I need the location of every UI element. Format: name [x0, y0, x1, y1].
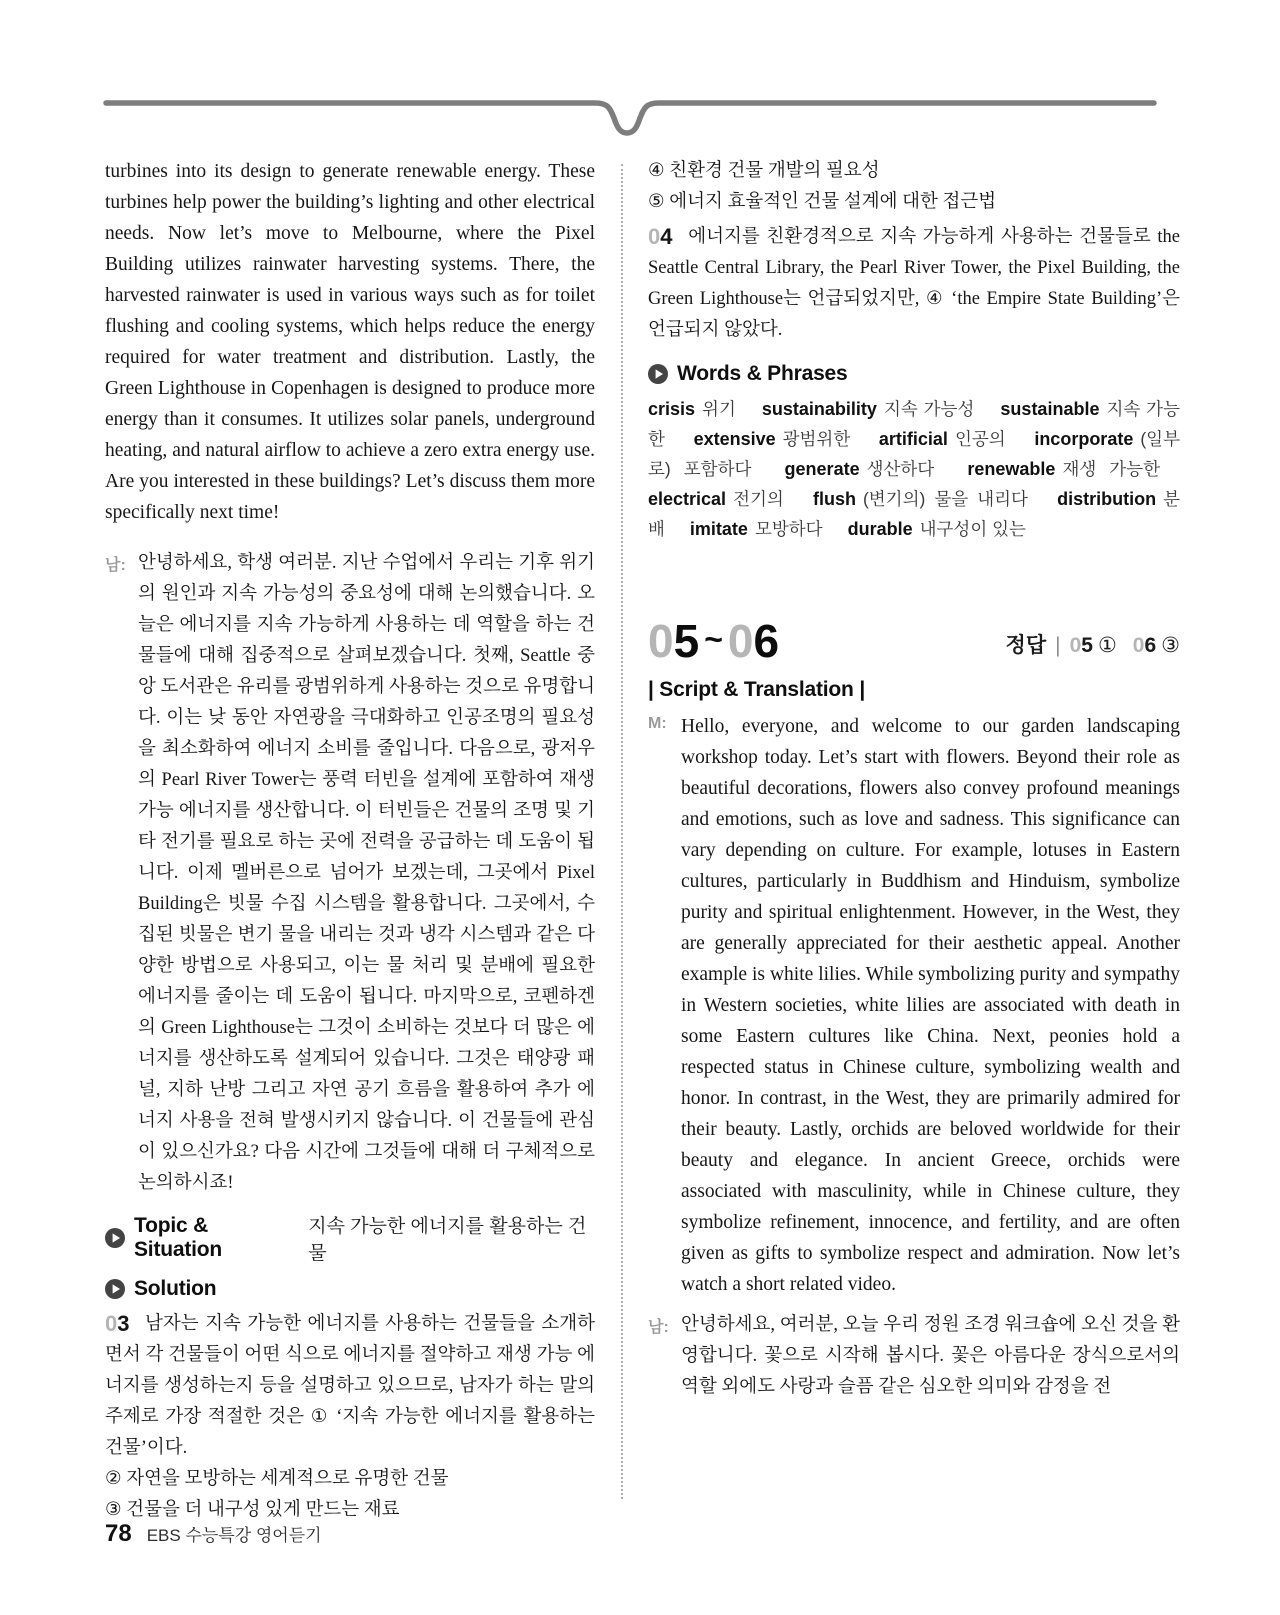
- vocab-word: imitate: [689, 519, 748, 539]
- play-icon: [648, 364, 668, 384]
- words-phrases-label: Words & Phrases: [677, 362, 848, 385]
- speaker-label-male: 남:: [105, 557, 126, 574]
- answer-key: 정답 | 05 ① 06 ③: [1005, 634, 1180, 657]
- solution-item-04: [648, 222, 1180, 346]
- vocabulary-list: [648, 394, 1180, 544]
- solution-item-03: [105, 1309, 595, 1464]
- page-footer: [105, 1520, 322, 1548]
- vocab-meaning: 지속 가능한: [648, 399, 1180, 449]
- vocab-word: durable: [847, 519, 913, 539]
- left-column: [105, 156, 595, 1526]
- korean-translation-block: [105, 548, 595, 1199]
- topic-situation-section: [105, 1211, 595, 1265]
- vocab-meaning: (일부로) 포함하다: [648, 429, 1180, 479]
- answer-mark-05: ①: [1097, 634, 1117, 657]
- solution-04-text: 에너지를 친환경적으로 지속 가능하게 사용하는 건물들로 the Seattle Central Library, the Pearl River Tower, the Pixel Building, the Green Lighthouse는 언급되었지만, ④ ‘the Empire State Building’은 언급되지 않았다.: [648, 227, 1180, 340]
- korean-translation-block-2: [648, 1310, 1180, 1403]
- vocab-word: artificial: [878, 429, 948, 449]
- english-script-text: Hello, everyone, and welcome to our garden landscaping workshop today. Let’s start with flowers. Beyond their role as beautiful decorations, flowers also convey profound meanings and emotions, such as love and sadness. This significance can vary depending on culture. For example, lotuses in Eastern cultures, particularly in Buddhism and Hinduism, symbolize purity and spiritual enlightenment. However, in the West, they are generally appreciated for their aesthetic appeal. Another example is white lilies. While symbolizing purity and sympathy in Western societies, white lilies are associated with death in some Eastern cultures like China. Next, peonies hold a respected status in Chinese culture, symbolizing wealth and honor. In contrast, in the West, they are primarily admired for their beauty. Lastly, orchids are beloved worldwide for their beauty and elegance. In ancient Greece, orchids were associated with masculinity, while in Chinese culture, they symbolize refinement, innocence, and fertility, and are often given as gifts to symbolize respect and admiration. Now let’s watch a short related video.: [681, 716, 1180, 1295]
- vocab-word: sustainability: [761, 399, 877, 419]
- korean-translation-text: 안녕하세요, 학생 여러분. 지난 수업에서 우리는 기후 위기의 원인과 지속 가능성의 중요성에 대해 논의했습니다. 오늘은 에너지를 지속 가능하게 사용하는 데 역할을 하는 건물들에 대해 집중적으로 살펴보겠습니다. 첫째, Seattle 중앙 도서관은 유리를 광범위하게 사용하는 것으로 유명합니다. 이는 낮 동안 자연광을 극대화하고 인공조명의 필요성을 최소화하여 에너지 소비를 줄입니다. 다음으로, 광저우의 Pearl River Tower는 풍력 터빈을 설계에 포함하여 재생 가능 에너지를 생산합니다. 이 터빈들은 건물의 조명 및 기타 전기를 필요로 하는 곳에 전력을 공급하는 데 도움이 됩니다. 이제 멜버른으로 넘어가 보겠는데, 그곳에서 Pixel Building은 빗물 수집 시스템을 활용합니다. 그곳에서, 수집된 빗물은 변기 물을 내리는 것과 냉각 시스템과 같은 다양한 방법으로 사용되고, 이는 물 처리 및 분배에 필요한 에너지를 줄이는 데 도움이 됩니다. 마지막으로, 코펜하겐의 Green Lighthouse는 그것이 소비하는 것보다 더 많은 에너지를 생산하도록 설계되어 있습니다. 그것은 태양광 패널, 지하 난방 그리고 자연 공기 흐름을 활용하여 추가 에너지 사용을 전혀 발생시키지 않습니다. 이 건물들에 관심이 있으신가요? 다음 시간에 그것들에 대해 더 구체적으로 논의하시죠!: [138, 553, 595, 1193]
- answer-key-separator: |: [1055, 634, 1061, 657]
- speaker-label-male-2: 남:: [648, 1319, 669, 1336]
- question-range-05-06: 05 ~ 06: [648, 615, 780, 667]
- vocab-word: distribution: [1057, 489, 1157, 509]
- vocab-word: incorporate: [1034, 429, 1134, 449]
- right-column: [648, 156, 1180, 1413]
- tilde: ~: [704, 621, 723, 657]
- page-number: 78: [105, 1520, 132, 1547]
- book-title: EBS 수능특강 영어듣기: [146, 1526, 322, 1545]
- vocab-meaning: 내구성이 있는: [919, 519, 1026, 539]
- vocab-word: crisis: [648, 399, 696, 419]
- vocab-word: flush: [812, 489, 856, 509]
- answer-option-4: ④ 친환경 건물 개발의 필요성: [648, 161, 880, 181]
- script-translation-label: | Script & Translation |: [648, 678, 865, 701]
- topic-situation-text: 지속 가능한 에너지를 활용하는 건물: [308, 1216, 587, 1264]
- solution-03-text: 남자는 지속 가능한 에너지를 사용하는 건물들을 소개하면서 각 건물들이 어떤 식으로 에너지를 절약하고 재생 가능 에너지를 생성하는지 등을 설명하고 있으므로, 남자가 하는 말의 주제로 가장 적절한 것은 ① ‘지속 가능한 에너지를 활용하는 건물’이다.: [105, 1314, 595, 1458]
- answer-option-2: ② 자연을 모방하는 세계적으로 유명한 건물: [105, 1469, 449, 1489]
- vocab-meaning: 지속 가능성: [883, 399, 975, 419]
- play-icon: [105, 1279, 125, 1299]
- korean-translation-text-2: 안녕하세요, 여러분, 오늘 우리 정원 조경 워크숍에 오신 것을 환영합니다. 꽃으로 시작해 봅시다. 꽃은 아름다운 장식으로서의 역할 외에도 사랑과 슬픔 같은 심오한 의미와 감정을 전: [681, 1315, 1180, 1397]
- answer-option-3: ③ 건물을 더 내구성 있게 만드는 재료: [105, 1500, 400, 1520]
- vocab-word: extensive: [693, 429, 776, 449]
- vocab-meaning: 재생 가능한: [1062, 459, 1160, 479]
- english-script-block: [648, 711, 1180, 1300]
- vocab-meaning: 모방하다: [754, 519, 823, 539]
- solution-label: Solution: [134, 1277, 217, 1300]
- vocab-meaning: 광범위한: [782, 429, 851, 449]
- answer-option-5: ⑤ 에너지 효율적인 건물 설계에 대한 접근법: [648, 192, 997, 212]
- vocab-meaning: 생산하다: [866, 459, 935, 479]
- vocab-meaning: 전기의: [733, 489, 784, 509]
- question-range-header: [648, 615, 1180, 667]
- question-number-03: 03: [105, 1311, 130, 1336]
- vocab-meaning: 인공의: [954, 429, 1006, 449]
- vocab-meaning: 분배: [648, 489, 1180, 539]
- vocab-meaning: (변기의) 물을 내리다: [862, 489, 1028, 509]
- vocab-word: sustainable: [1000, 399, 1100, 419]
- answer-key-label: 정답: [1005, 634, 1047, 657]
- english-script-continued: turbines into its design to generate renewable energy. These turbines help power the building’s lighting and other electrical needs. Now let’s move to Melbourne, where the Pixel Building utilizes rainwater harvesting systems. There, the harvested rainwater is used in various ways such as for toilet flushing and cooling systems, which helps reduce the energy required for water treatment and distribution. Lastly, the Green Lighthouse in Copenhagen is designed to produce more energy than it consumes. It utilizes solar panels, underground heating, and natural airflow to achieve a zero extra energy use. Are you interested in these buildings? Let’s discuss them more specifically next time!: [105, 161, 595, 523]
- page-top-decoration-line: [103, 98, 1157, 140]
- words-phrases-section: [648, 362, 1180, 386]
- two-column-content: [105, 156, 1180, 1526]
- vocab-meaning: 위기: [702, 399, 736, 419]
- vocab-word: generate: [784, 459, 860, 479]
- vocab-word: electrical: [648, 489, 727, 509]
- answer-mark-06: ③: [1161, 634, 1180, 657]
- question-number-04: 04: [648, 224, 673, 249]
- speaker-label-m: M:: [648, 715, 667, 732]
- topic-situation-label: Topic & Situation: [134, 1214, 223, 1261]
- vocab-word: renewable: [967, 459, 1056, 479]
- solution-section: [105, 1277, 595, 1301]
- column-divider: [621, 164, 623, 1499]
- play-icon: [105, 1228, 125, 1248]
